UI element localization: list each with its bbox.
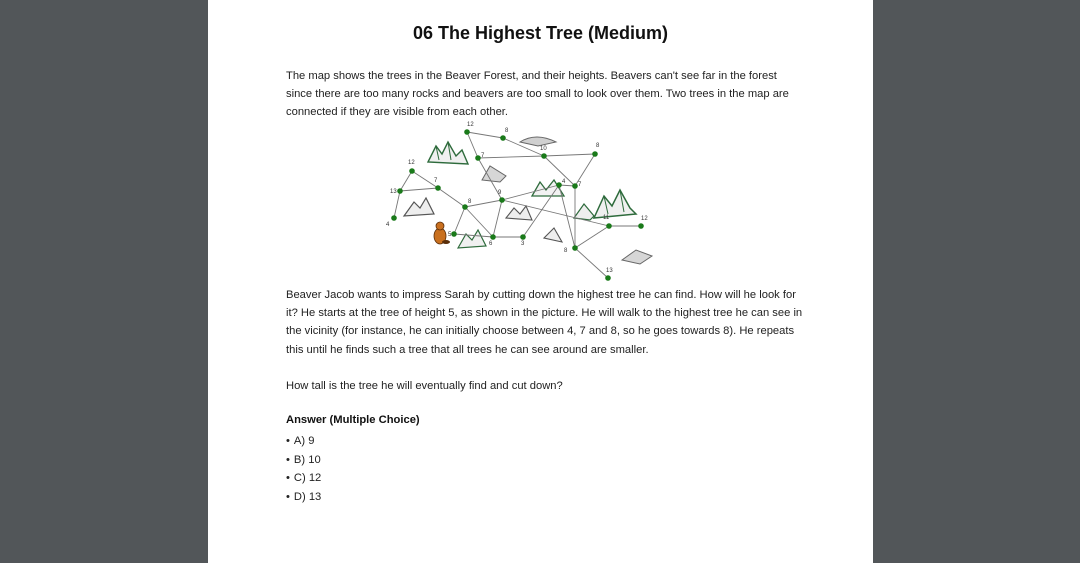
tree-height-label: 12 — [408, 160, 415, 166]
visibility-edge — [478, 156, 544, 158]
tree-height-label: 13 — [390, 189, 397, 195]
tree-height-label: 13 — [606, 268, 613, 274]
tree-node — [451, 231, 457, 237]
tree-node — [462, 204, 468, 210]
tree-node — [475, 155, 481, 161]
mountain-icon — [506, 206, 532, 220]
tree-node — [391, 215, 397, 221]
tree-node — [541, 153, 547, 159]
tree-node — [592, 151, 598, 157]
tree-height-label: 6 — [489, 241, 493, 247]
visibility-edge — [544, 156, 575, 186]
visibility-edge — [454, 207, 465, 234]
forest-map — [368, 116, 698, 286]
visibility-edge — [559, 185, 575, 248]
choice-c[interactable]: • C) 12 — [286, 469, 321, 488]
tree-height-label: 8 — [468, 199, 472, 205]
rock-icon — [622, 250, 652, 264]
tree-node — [605, 275, 611, 281]
tree-height-label: 7 — [578, 182, 582, 188]
tree-height-label: 11 — [603, 215, 610, 221]
tree-node — [556, 182, 562, 188]
tree-node — [606, 223, 612, 229]
choice-d[interactable]: • D) 13 — [286, 488, 321, 507]
tree-node — [572, 245, 578, 251]
tree-height-label: 7 — [481, 153, 485, 159]
intro-paragraph: The map shows the trees in the Beaver Forest, and their heights. Beavers can't see far in the forest since there are too many rocks and beavers are too small to look over them. Two trees in the map are connected if they are visible from each other. — [286, 70, 789, 119]
visibility-edge — [438, 188, 465, 207]
tree-height-label: 10 — [540, 146, 547, 152]
visibility-edge — [467, 132, 503, 138]
tree-node — [397, 188, 403, 194]
tree-node — [638, 223, 644, 229]
mountain-icon — [544, 228, 562, 242]
tree-node — [409, 168, 415, 174]
tree-height-label: 5 — [448, 232, 452, 238]
mountain-icon — [594, 190, 636, 218]
tree-height-label: 3 — [521, 241, 525, 247]
tree-height-label: 4 — [562, 179, 566, 185]
tree-height-label: 8 — [564, 248, 568, 254]
task-paragraph: Beaver Jacob wants to impress Sarah by cutting down the highest tree he can find. How will he look for it? He starts at the tree of height 5, as shown in the picture. He will walk to the highest tree he can see in the vicinity (for instance, he can initially choose between 4, 7 and 8, so he goes towards 8). He repeats this until he finds such a tree that all trees he can see around are smaller. — [286, 289, 803, 356]
visibility-edge — [394, 191, 400, 218]
answer-choices — [286, 432, 321, 506]
tree-node — [520, 234, 526, 240]
tree-node — [499, 197, 505, 203]
mountain-icon — [458, 230, 486, 248]
tree-height-label: 12 — [467, 122, 474, 128]
visibility-edge — [400, 171, 412, 191]
visibility-edge — [575, 226, 609, 248]
tree-node — [435, 185, 441, 191]
tree-node — [572, 183, 578, 189]
visibility-edge — [493, 200, 502, 237]
tree-height-label: 8 — [505, 128, 509, 134]
mountain-icon — [428, 142, 468, 164]
visibility-edge — [575, 248, 608, 278]
answer-heading: Answer (Multiple Choice) — [286, 414, 420, 426]
question-text: How tall is the tree he will eventually find and cut down? — [286, 380, 563, 392]
tree-height-label: 8 — [596, 143, 600, 149]
choice-a[interactable]: • A) 9 — [286, 432, 321, 451]
tree-height-label: 12 — [641, 216, 648, 222]
visibility-edge — [544, 154, 595, 156]
choice-b[interactable]: • B) 10 — [286, 451, 321, 470]
visibility-edge — [467, 132, 478, 158]
rock-icon — [520, 137, 556, 146]
tree-height-label: 4 — [386, 222, 390, 228]
tree-node — [464, 129, 470, 135]
tree-node — [500, 135, 506, 141]
rock-icon — [482, 166, 506, 182]
mountain-icon — [404, 198, 434, 216]
tree-height-label: 9 — [498, 190, 502, 196]
tree-node — [490, 234, 496, 240]
page-title: 06 The Highest Tree (Medium) — [412, 23, 669, 43]
document-page — [208, 0, 873, 563]
tree-height-label: 7 — [434, 178, 438, 184]
visibility-edge — [400, 188, 438, 191]
mountain-icon — [574, 204, 594, 220]
